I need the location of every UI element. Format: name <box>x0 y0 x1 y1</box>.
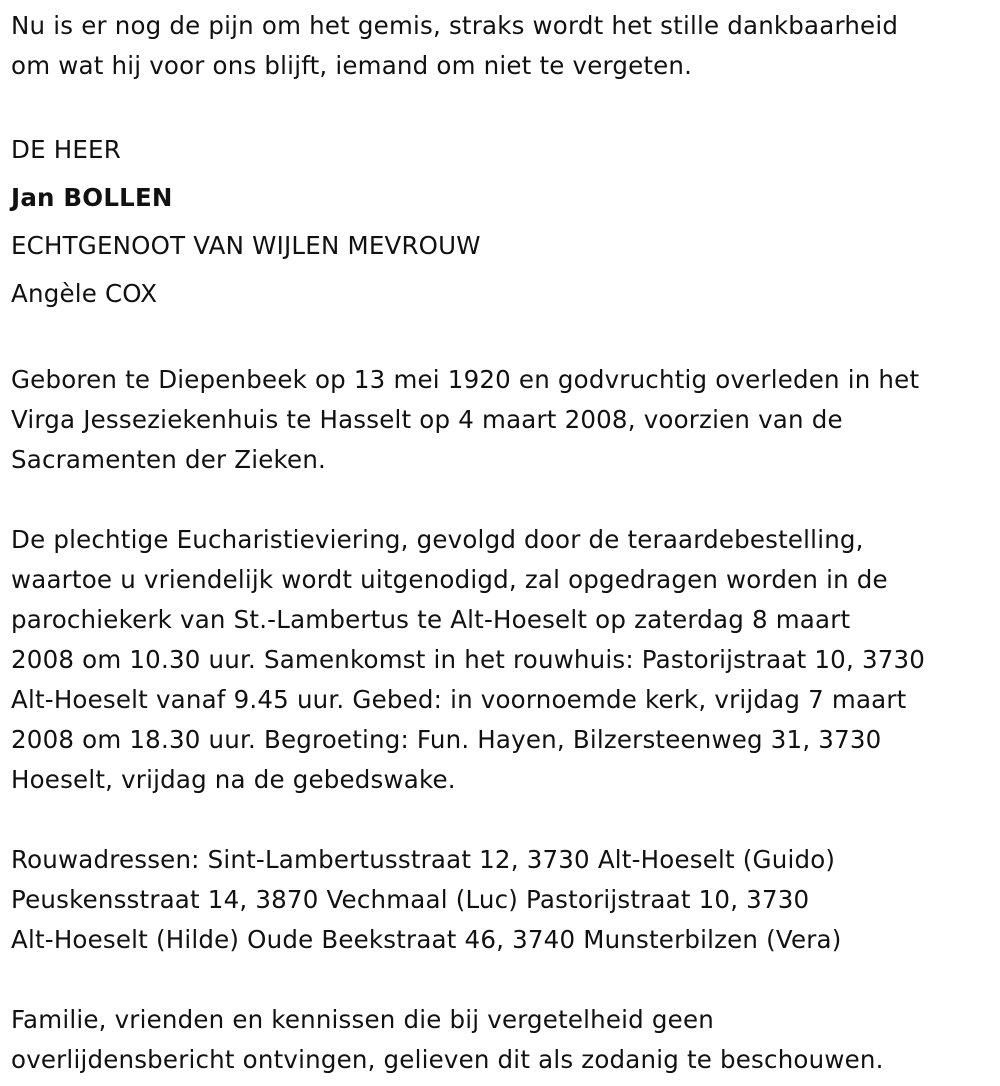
birth-death-paragraph <box>11 360 996 480</box>
deceased-name: Jan BOLLEN <box>11 183 173 212</box>
closing-paragraph <box>11 1000 996 1080</box>
ceremony-line: 2008 om 18.30 uur. Begroeting: Fun. Hayen, Bilzersteenweg 31, 3730 <box>11 725 882 754</box>
birth-death-line: Virga Jesseziekenhuis te Hasselt op 4 maart 2008, voorzien van de <box>11 405 843 434</box>
ceremony-paragraph <box>11 520 996 800</box>
ceremony-line: De plechtige Eucharistieviering, gevolgd door de teraardebestelling, <box>11 525 864 554</box>
quote-line: Nu is er nog de pijn om het gemis, straks wordt het stille dankbaarheid <box>11 11 899 40</box>
ceremony-line: 2008 om 10.30 uur. Samenkomst in het rouwhuis: Pastorijstraat 10, 3730 <box>11 645 926 674</box>
closing-line: overlijdensbericht ontvingen, gelieven dit als zodanig te beschouwen. <box>11 1045 884 1074</box>
deceased-relation: ECHTGENOOT VAN WIJLEN MEVROUW <box>11 231 481 260</box>
ceremony-line: waartoe u vriendelijk wordt uitgenodigd, zal opgedragen worden in de <box>11 565 888 594</box>
deceased-block <box>11 126 996 318</box>
birth-death-line: Sacramenten der Zieken. <box>11 445 327 474</box>
memorial-quote <box>11 6 996 86</box>
address-line: Peuskensstraat 14, 3870 Vechmaal (Luc) Pastorijstraat 10, 3730 <box>11 885 810 914</box>
ceremony-line: Alt-Hoeselt vanaf 9.45 uur. Gebed: in voornoemde kerk, vrijdag 7 maart <box>11 685 907 714</box>
address-line: Rouwadressen: Sint-Lambertusstraat 12, 3730 Alt-Hoeselt (Guido) <box>11 845 836 874</box>
birth-death-line: Geboren te Diepenbeek op 13 mei 1920 en godvruchtig overleden in het <box>11 365 920 394</box>
ceremony-line: Hoeselt, vrijdag na de gebedswake. <box>11 765 456 794</box>
deceased-title: DE HEER <box>11 135 121 164</box>
obituary-notice <box>11 6 996 1080</box>
ceremony-line: parochiekerk van St.-Lambertus te Alt-Hoeselt op zaterdag 8 maart <box>11 605 851 634</box>
address-line: Alt-Hoeselt (Hilde) Oude Beekstraat 46, 3740 Munsterbilzen (Vera) <box>11 925 842 954</box>
quote-line: om wat hij voor ons blijft, iemand om niet te vergeten. <box>11 51 693 80</box>
spouse-name: Angèle COX <box>11 279 158 308</box>
mourning-addresses <box>11 840 996 960</box>
closing-line: Familie, vrienden en kennissen die bij vergetelheid geen <box>11 1005 714 1034</box>
